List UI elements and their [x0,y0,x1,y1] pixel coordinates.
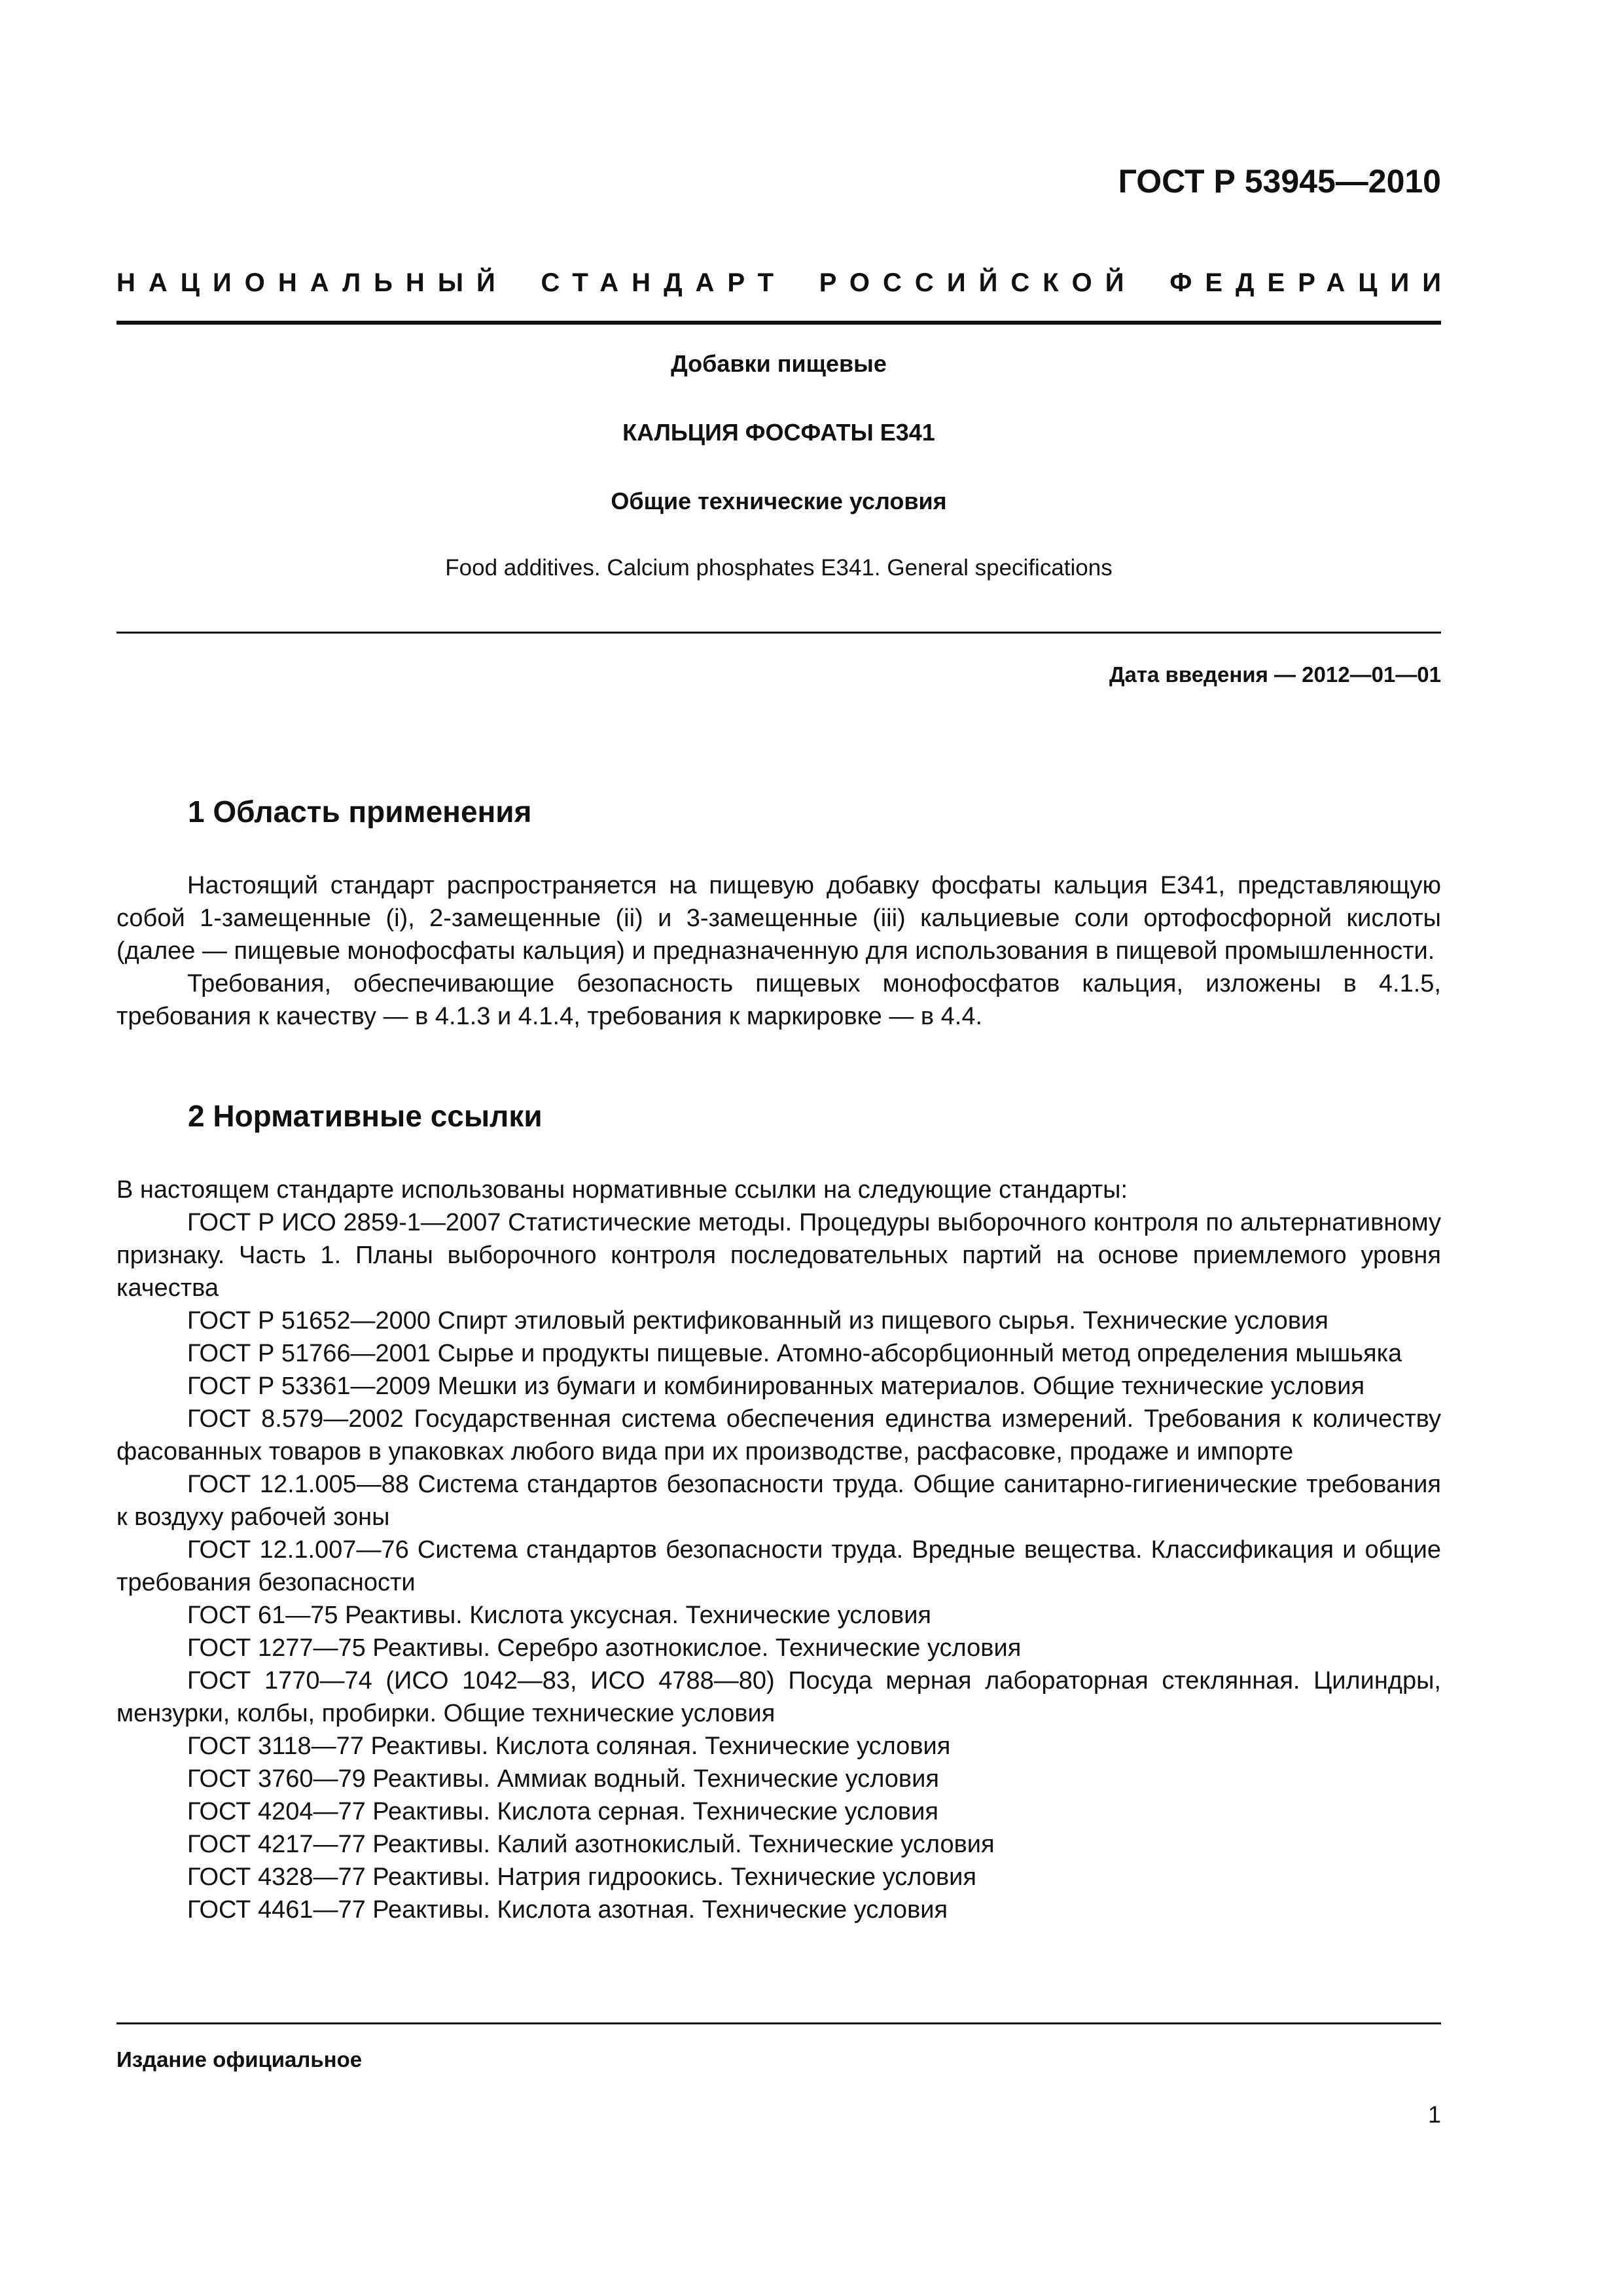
reference-item: ГОСТ 12.1.007—76 Система стандартов безопасности труда. Вредные вещества. Классификация и общие требования безопасности [116,1536,1441,1596]
header-rule [116,321,1441,325]
paragraph: Настоящий стандарт распространяется на пищевую добавку фосфаты кальция Е341, представляющую собой 1-замещенные (i), 2-замещенные (ii) и 3-замещенные (iii) кальциевые соли ортофосфорной кислоты (далее — пищевые монофосфаты кальция) и предназначенную для использования в пищевой промышленности. [116,872,1441,965]
section-1-heading: 1 Область применения [188,795,532,829]
reference-item: ГОСТ Р 51766—2001 Сырье и продукты пищевые. Атомно-абсорбционный метод определения мышьяка [187,1340,1402,1367]
reference-item: ГОСТ Р ИСО 2859-1—2007 Статистические методы. Процедуры выборочного контроля по альтернативному признаку. Часть 1. Планы выборочного контроля последовательных партий на основе приемлемого уровня качества [116,1209,1441,1302]
section-2-heading: 2 Нормативные ссылки [188,1099,543,1133]
footer-rule [116,2022,1441,2024]
english-title: Food additives. Calcium phosphates E341. General specifications [445,555,1113,581]
introduction-date: Дата введения — 2012—01—01 [1109,662,1441,687]
reference-item: ГОСТ 61—75 Реактивы. Кислота уксусная. Технические условия [187,1602,932,1629]
national-standard-banner [116,268,1454,298]
official-edition-label: Издание официальное [116,2047,363,2072]
reference-item: ГОСТ 12.1.005—88 Система стандартов безопасности труда. Общие санитарно-гигиенические требования к воздуху рабочей зоны [116,1471,1441,1531]
references-intro: В настоящем стандарте использованы нормативные ссылки на следующие стандарты: [116,1176,1128,1204]
reference-item: ГОСТ 3118—77 Реактивы. Кислота соляная. Технические условия [187,1732,951,1760]
reference-item: ГОСТ 4461—77 Реактивы. Кислота азотная. Технические условия [187,1896,948,1924]
section-1-body [116,869,1441,1033]
title-line-1: Добавки пищевые [671,350,887,377]
page-number: 1 [1427,2101,1441,2128]
banner-word: НАЦИОНАЛЬНЫЙ [116,268,508,297]
reference-item: ГОСТ 1277—75 Реактивы. Серебро азотнокислое. Технические условия [187,1634,1022,1662]
reference-item: ГОСТ 4204—77 Реактивы. Кислота серная. Технические условия [187,1798,938,1825]
reference-item: ГОСТ 1770—74 (ИСО 1042—83, ИСО 4788—80) Посуда мерная лабораторная стеклянная. Цилиндры, мензурки, колбы, пробирки. Общие технические условия [116,1667,1441,1727]
reference-item: ГОСТ 4217—77 Реактивы. Калий азотнокислый. Технические условия [187,1831,995,1858]
standard-code: ГОСТ Р 53945—2010 [1118,163,1441,200]
reference-item: ГОСТ Р 53361—2009 Мешки из бумаги и комбинированных материалов. Общие технические условия [187,1372,1365,1400]
title-rule [116,632,1441,634]
reference-item: ГОСТ 8.579—2002 Государственная система обеспечения единства измерений. Требования к количеству фасованных товаров в упаковках любого вида при их производстве, расфасовке, продаже и импорте [116,1405,1441,1465]
paragraph: Требования, обеспечивающие безопасность пищевых монофосфатов кальция, изложены в 4.1.5, требования к качеству — в 4.1.3 и 4.1.4, требования к маркировке — в 4.4. [116,970,1441,1030]
banner-word: ФЕДЕРАЦИИ [1169,268,1454,297]
title-line-2: КАЛЬЦИЯ ФОСФАТЫ Е341 [622,419,935,446]
reference-item: ГОСТ Р 51652—2000 Спирт этиловый ректификованный из пищевого сырья. Технические условия [187,1307,1329,1335]
reference-item: ГОСТ 4328—77 Реактивы. Натрия гидроокись. Технические условия [187,1863,976,1891]
banner-word: РОССИЙСКОЙ [819,268,1137,297]
reference-item: ГОСТ 3760—79 Реактивы. Аммиак водный. Технические условия [187,1765,939,1793]
section-2-body [116,1174,1441,1926]
banner-word: СТАНДАРТ [541,268,787,297]
title-line-3: Общие технические условия [611,488,947,514]
